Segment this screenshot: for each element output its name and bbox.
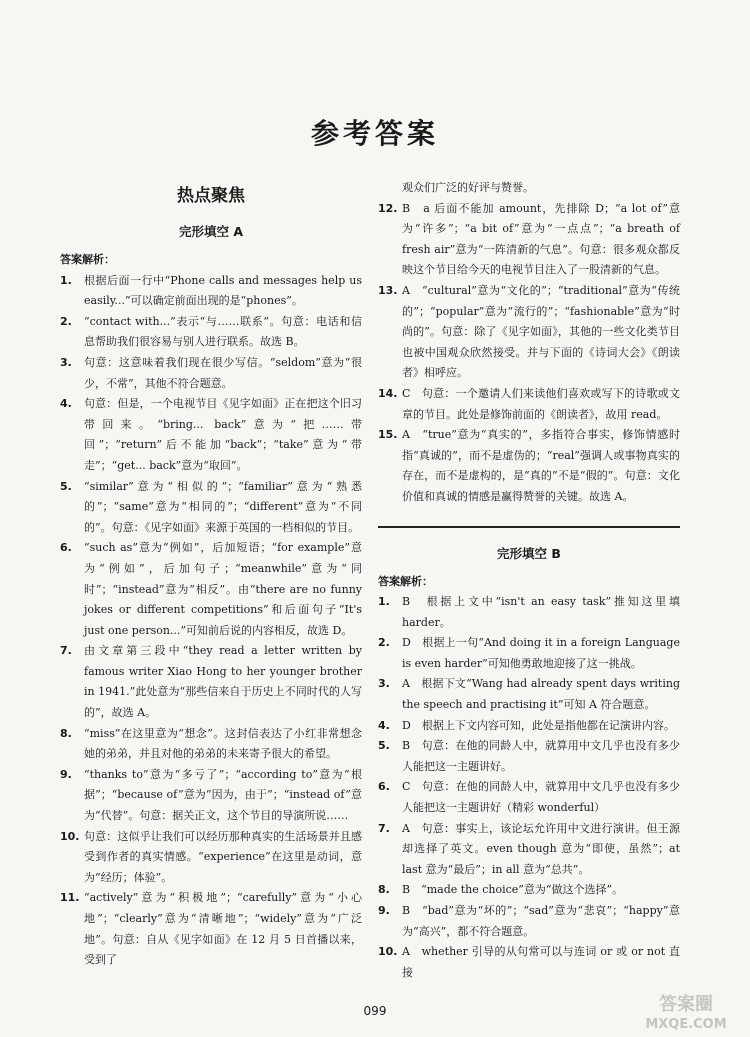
answer-number: 14. bbox=[378, 386, 398, 400]
subheading-cloze-a: 完形填空 A bbox=[178, 224, 244, 239]
answer-list-a bbox=[60, 271, 362, 971]
right-column bbox=[378, 178, 680, 983]
answer-text: D 根据上一句“And doing it in a foreign Language is even harder”可知他勇敢地迎接了这一挑战。 bbox=[402, 636, 680, 670]
answer-text: 句意：这似乎让我们可以经历那种真实的生活场景并且感受到作者的真实情感。“experience”在这里是动词，意为“经历；体验”。 bbox=[84, 829, 362, 884]
answer-text: “thanks to”意为“多亏了”；“according to”意为“根据”；“because of”意为“因为，由于”；“instead of”意为“代替”。句意：据关正文，这个节目的导演所说…… bbox=[84, 767, 362, 823]
answer-item bbox=[378, 777, 680, 818]
answer-number: 6. bbox=[60, 541, 72, 555]
answer-item bbox=[60, 477, 362, 539]
answer-text: D 根据上下文内容可知，此处是指他都在记演讲内容。 bbox=[402, 718, 675, 732]
answer-text: A whether 引导的从句常可以与连词 or 或 or not 直接 bbox=[402, 945, 680, 979]
answer-item bbox=[60, 312, 362, 353]
answer-number: 1. bbox=[378, 595, 390, 609]
answer-number: 12. bbox=[378, 201, 398, 215]
page-title: 参考答案 bbox=[310, 117, 439, 150]
answer-item bbox=[378, 736, 680, 777]
answer-number: 5. bbox=[60, 479, 72, 493]
answer-item bbox=[60, 641, 362, 723]
answer-text: “similar”意为“相似的”；“familiar”意为“熟悉的”；“same”意为“相同的”；“different”意为“不同的”。句意：《见字如面》来源于英国的一档相似的节目。 bbox=[84, 479, 362, 534]
answer-number: 11. bbox=[60, 891, 80, 905]
answer-number: 5. bbox=[378, 739, 390, 753]
section-divider bbox=[378, 526, 680, 528]
answer-number: 3. bbox=[60, 355, 72, 369]
watermark-logo bbox=[626, 990, 746, 1034]
answer-label-b: 答案解析： bbox=[378, 574, 433, 588]
continued-text: 观众们广泛的好评与赞誉。 bbox=[402, 181, 534, 194]
answer-text: 句意：但是，一个电视节目《见字如面》正在把这个旧习带回来。“bring... back”意为“把……带回”；“return”后不能加“back”；“take”意为“带走”；“get... back”意为“取回”。 bbox=[84, 397, 362, 472]
answer-number: 8. bbox=[378, 883, 390, 897]
answer-item bbox=[378, 633, 680, 674]
answer-number: 2. bbox=[60, 314, 72, 328]
answer-text: A “true”意为“真实的”，多指符合事实，修饰情感时指“真诚的”，而不是虚伪的；“real”强调人或事物真实的存在，而不是虚构的，是“真的”不是“假的”。句意：文化价值和真诚的情感是赢得赞誉的关键。故选 A。 bbox=[402, 428, 680, 503]
answer-list-a-cont bbox=[378, 199, 680, 508]
answer-text: “actively”意为“积极地”；“carefully”意为“小心地”；“clearly”意为“清晰地”；“widely”意为“广泛地”。句意：自从《见字如面》在 12 月 5 日首播以来，受到了 bbox=[84, 891, 362, 967]
answer-label-a: 答案解析： bbox=[60, 253, 115, 266]
answer-number: 10. bbox=[60, 829, 80, 843]
section-title: 热点聚焦 bbox=[177, 186, 245, 206]
answer-number: 13. bbox=[378, 283, 398, 297]
answer-item bbox=[378, 819, 680, 881]
answer-number: 9. bbox=[60, 767, 72, 781]
answer-number: 7. bbox=[378, 821, 390, 835]
answer-item bbox=[60, 353, 362, 394]
answer-text: “miss”在这里意为“想念”。这封信表达了小红非常想念她的弟弟，并且对他的弟弟的未来寄予很大的希望。 bbox=[84, 726, 362, 761]
subheading-cloze-b: 完形填空 B bbox=[497, 545, 561, 561]
answer-text: A 根据下文“Wang had already spent days writing the speech and practising it”可知 A 符合题意。 bbox=[402, 677, 680, 712]
answer-text: C 句意：一个邀请人们来读他们喜欢或写下的诗歌或文章的节目。此处是修饰前面的《朗读者》，故用 read。 bbox=[402, 386, 680, 421]
answer-number: 1. bbox=[60, 273, 72, 287]
answer-number: 2. bbox=[378, 636, 390, 650]
answer-item bbox=[378, 901, 680, 942]
answer-item bbox=[378, 880, 680, 901]
answer-text: B “made the choice”意为“做这个选择”。 bbox=[402, 883, 624, 897]
answer-item bbox=[60, 538, 362, 641]
answer-item bbox=[378, 674, 680, 715]
answer-number: 4. bbox=[60, 397, 72, 411]
answer-item bbox=[378, 199, 680, 281]
answer-item bbox=[60, 827, 362, 889]
answer-item bbox=[60, 765, 362, 827]
answer-text: A 句意：事实上，该论坛允许用中文进行演讲。但王源却选择了英文。even though 意为“即使，虽然”；at last 意为“最后”；in all 意为“总共”。 bbox=[402, 821, 680, 876]
answer-text: B 句意：在他的同龄人中，就算用中文几乎也没有多少人能把这一主题讲好。 bbox=[402, 739, 680, 773]
answer-item bbox=[378, 716, 680, 737]
answer-list-b bbox=[378, 592, 680, 983]
answer-item bbox=[378, 384, 680, 425]
answer-item bbox=[60, 271, 362, 312]
left-column bbox=[60, 178, 362, 971]
answer-text: 根据后面一行中“Phone calls and messages help us easily...”可以确定前面出现的是“phones”。 bbox=[84, 273, 362, 308]
answer-text: “such as”意为“例如”，后加短语；“for example”意为“例如”，后加句子；“meanwhile”意为“同时”；“instead”意为“相反”。由“there are no funny jokes or different competitions”和后面句子“It's just one person...”可知前后说的内容相反，故选 D。 bbox=[84, 541, 362, 637]
answer-item bbox=[60, 888, 362, 970]
answer-item bbox=[378, 281, 680, 384]
answer-text: 句意：这意味着我们现在很少写信。“seldom”意为“很少，不常”，其他不符合题意。 bbox=[84, 355, 362, 390]
answer-number: 4. bbox=[378, 718, 390, 732]
answer-number: 9. bbox=[378, 904, 390, 917]
answer-number: 15. bbox=[378, 428, 398, 442]
answer-number: 6. bbox=[378, 780, 390, 794]
watermark-line2: MXQE.COM bbox=[645, 1017, 727, 1032]
answer-text: B “bad”意为“坏的”；“sad”意为“悲哀”；“happy”意为“高兴”，都不符合题意。 bbox=[402, 904, 680, 938]
answer-text: C 句意：在他的同龄人中，就算用中文几乎也没有多少人能把这一主题讲好（精彩 wonderful） bbox=[402, 780, 680, 815]
answer-text: B 根据上文中“isn't an easy task”推知这里填 harder。 bbox=[402, 595, 680, 629]
answer-item bbox=[60, 394, 362, 476]
answer-number: 10. bbox=[378, 945, 398, 959]
answer-text: 由文章第三段中“they read a letter written by famous writer Xiao Hong to her younger brother in 1941.”此处意为“那些信来自于历史上不同时代的人写的”，故选 A。 bbox=[84, 644, 362, 720]
page-number: 099 bbox=[363, 1004, 387, 1018]
answer-text: B a 后面不能加 amount，先排除 D；“a lot of”意为“许多”；“a bit of”意为“一点点”；“a breath of fresh air”意为“一阵清新的气息”。句意：很多观众都反映这个节目给今天的电视节目注入了一股清新的气息。 bbox=[402, 201, 680, 277]
answer-text: A “cultural”意为“文化的”；“traditional”意为“传统的”；“popular”意为“流行的”；“fashionable”意为“时尚的”。句意：除了《见字如面》，其他的一些文化类节目也被中国观众欣然接受。并与下面的《诗词大会》《朗读者》相呼应。 bbox=[402, 283, 680, 380]
answer-text: “contact with...”表示“与……联系”。句意：电话和信息帮助我们很容易与别人进行联系。故选 B。 bbox=[84, 314, 362, 349]
watermark-line1: 答案圈 bbox=[659, 994, 713, 1015]
answer-number: 7. bbox=[60, 644, 72, 658]
answer-item bbox=[378, 425, 680, 507]
answer-item bbox=[60, 724, 362, 765]
answer-item bbox=[378, 592, 680, 633]
answer-item bbox=[378, 942, 680, 983]
answer-number: 3. bbox=[378, 677, 390, 691]
answer-number: 8. bbox=[60, 726, 72, 740]
